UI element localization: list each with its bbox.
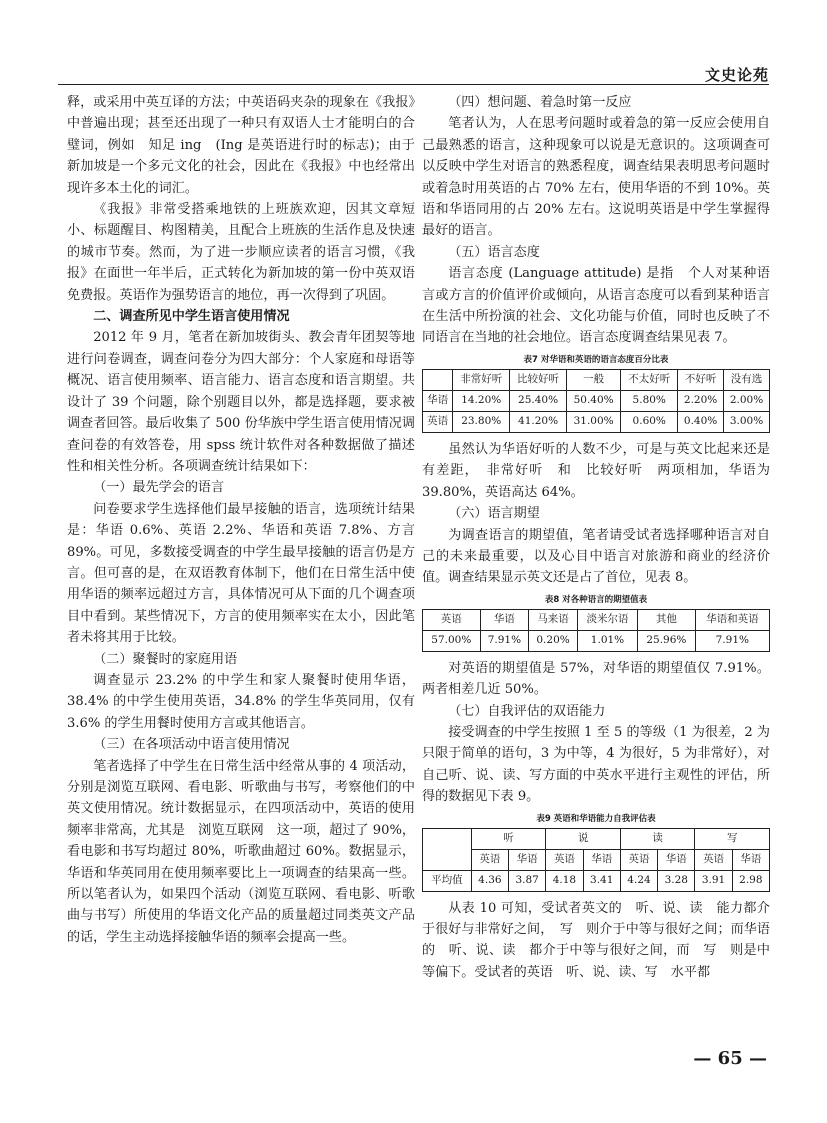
table-row — [423, 390, 770, 411]
table-cell: 31.00% — [566, 411, 620, 432]
table-cell: 7.91% — [695, 630, 769, 651]
table-8 — [422, 609, 770, 652]
paragraph: 虽然认为华语好听的人数不少，可是与英文比起来还是有差距， 非常好听 和 比较好听 两项相加，华语为 39.80%，英语高达 64%。 — [422, 441, 770, 500]
table-cell: 57.00% — [423, 630, 481, 651]
table-cell: 4.24 — [620, 870, 657, 891]
table-cell: 平均值 — [423, 870, 472, 891]
table-cell — [423, 828, 472, 870]
paragraph: 释，或采用中英互译的方法；中英语码夹杂的现象在《我报》中普遍出现；甚至还出现了一种只有双语人士才能明白的合璧词，例如 知足 ing (Ing 是英语进行时的标志)；由于新加坡是一个多元文化的社会，因此在《我报》中也经常出现许多本土化的词汇。 — [67, 95, 415, 196]
table-cell: 华语 — [509, 849, 546, 870]
table-cell: 3.87 — [509, 870, 546, 891]
table-cell: 4.36 — [471, 870, 508, 891]
table-cell: 非常好听 — [453, 369, 510, 390]
page-header — [0, 0, 827, 88]
table-cell: 没有选 — [724, 369, 770, 390]
paragraph: 问卷要求学生选择他们最早接触的语言，选项统计结果是：华语 0.6%、英语 2.2%、华语和英语 7.8%、方言 89%。可见，多数接受调查的中学生最早接触的语言仍是方言。但可喜的是，在双语教育体制下，他们在日常生活中使用华语的频率远超过方言，具体情况可从下面的几个调查项目中看到。某些情况下，方言的使用频率实在太小，因此笔者未将其用于比较。 — [67, 501, 415, 646]
table-9 — [422, 828, 770, 892]
table-cell: 淡米尔语 — [577, 609, 637, 630]
table-cell: 41.20% — [510, 411, 567, 432]
table-cell: 一般 — [566, 369, 620, 390]
table-cell: 华语 — [732, 849, 769, 870]
table-cell: 4.18 — [546, 870, 583, 891]
subsection-heading: （三）在各项活动中语言使用情况 — [93, 737, 290, 753]
paragraph: 笔者选择了中学生在日常生活中经常从事的 4 项活动，分别是浏览互联网、看电影、听歌曲与书写，考察他们的中英文使用情况。统计数据显示，在四项活动中，英语的使用频率非常高，尤其是 浏览互联网 这一项，超过了 90%，看电影和书写均超过 80%，听歌曲超过 60%。数据显示，华语和华英同用在使用频率要比上一项调查的结果高一些。所以笔者认为，如果四个活动（浏览互联网、看电影、听歌曲与书写）所使用的华语文化产品的质量超过同类英文产品的话，学生主动选择接触华语的频率会提高一些。 — [67, 758, 415, 945]
table-cell: 华语 — [583, 849, 620, 870]
table-cell: 5.80% — [621, 390, 678, 411]
table-7 — [422, 369, 770, 433]
table-cell — [423, 369, 453, 390]
subsection-heading: （一）最先学会的语言 — [93, 480, 225, 496]
table-cell: 读 — [620, 828, 695, 849]
table-cell: 华语 — [480, 609, 529, 630]
paragraph: 调查显示 23.2% 的中学生和家人聚餐时使用华语，38.4% 的中学生使用英语，34.8% 的学生华英同用，仅有 3.6% 的学生用餐时使用方言或其他语言。 — [67, 672, 415, 731]
table-cell: 1.01% — [577, 630, 637, 651]
table-cell: 不太好听 — [621, 369, 678, 390]
paragraph: 《我报》非常受搭乘地铁的上班族欢迎，因其文章短小、标题醒目、构图精美，且配合上班族的生活作息及快速的城市节奏。然而，为了进一步顺应读者的语言习惯，《我报》在面世一年半后，正式转化为新加坡的第一份中英双语免费报。英语作为强势语言的地位，再一次得到了巩固。 — [67, 202, 415, 303]
subsection-heading: （六）语言期望 — [448, 506, 540, 522]
table-cell: 比较好听 — [510, 369, 567, 390]
table-cell: 2.20% — [678, 390, 724, 411]
table-cell: 3.00% — [724, 411, 770, 432]
paragraph: 2012 年 9 月，笔者在新加坡街头、教会青年团契等地进行问卷调查，调查问卷分为四大部分：个人家庭和母语等概况、语言使用频率、语言能力、语言态度和语言期望。共设计了 39 个问题，除个别题目以外，都是选择题，要求被调查者回答。最后收集了 500 份华族中学生语言使用情况调查问卷的有效答卷，用 spss 统计软件对各种数据做了描述性和相关性分析。各项调查统计结果如下： — [67, 330, 415, 474]
table-header-row — [423, 609, 770, 630]
table-row — [423, 630, 770, 651]
table-cell: 7.91% — [480, 630, 529, 651]
table-cell: 听 — [471, 828, 546, 849]
table-cell: 25.40% — [510, 390, 567, 411]
paragraph: 从表 10 可知，受试者英文的 听、说、读 能力都介于很好与非常好之间， 写 则介于中等与很好之间；而华语的 听、说、读 都介于中等与很好之间，而 写 则是中等偏下。受试者的英语 听、说、读、写 水平都 — [422, 900, 770, 980]
right-column — [422, 92, 770, 983]
table-cell: 英语 — [620, 849, 657, 870]
table-cell: 华语 — [423, 390, 453, 411]
table-cell: 14.20% — [453, 390, 510, 411]
table-cell: 马来语 — [529, 609, 578, 630]
table-cell: 不好听 — [678, 369, 724, 390]
table-cell: 英语 — [423, 411, 453, 432]
table-cell: 50.40% — [566, 390, 620, 411]
table-header-row — [423, 849, 770, 870]
table-7-caption: 表7 对华语和英语的语言态度百分比表 — [523, 354, 669, 365]
table-row — [423, 870, 770, 891]
header-rule — [58, 84, 769, 85]
paragraph: 为调查语言的期望值，笔者请受试者选择哪种语言对自己的未来最重要，以及心目中语言对旅游和商业的经济价值。调查结果显示英文还是占了首位，见表 8。 — [422, 527, 770, 586]
paragraph: 对英语的期望值是 57%，对华语的期望值仅 7.91%。两者相差几近 50%。 — [422, 660, 770, 698]
table-cell: 英语 — [423, 609, 481, 630]
table-cell: 0.20% — [529, 630, 578, 651]
table-cell: 华语和英语 — [695, 609, 769, 630]
table-cell: 英语 — [471, 849, 508, 870]
table-cell: 3.28 — [658, 870, 695, 891]
table-cell: 3.91 — [695, 870, 732, 891]
subsection-heading: （七）自我评估的双语能力 — [448, 703, 606, 719]
subsection-heading: （二）聚餐时的家庭用语 — [93, 651, 238, 667]
subsection-heading: （五）语言态度 — [448, 244, 540, 260]
table-9-caption: 表9 英语和华语能力自我评估表 — [536, 813, 656, 824]
table-cell: 写 — [695, 828, 770, 849]
table-header-row — [423, 369, 770, 390]
table-header-row — [423, 828, 770, 849]
table-cell: 3.41 — [583, 870, 620, 891]
table-cell: 2.98 — [732, 870, 769, 891]
table-cell: 0.40% — [678, 411, 724, 432]
left-column — [67, 92, 415, 948]
table-cell: 2.00% — [724, 390, 770, 411]
section-title: 文史论苑 — [704, 66, 769, 84]
paragraph: 接受调查的中学生按照 1 至 5 的等级（1 为很差，2 为只限于简单的语句，3 为中等，4 为很好，5 为非常好），对自己听、说、读、写方面的中英水平进行主观性的评估，所得的数据见下表 9。 — [422, 724, 770, 805]
page-number: — 65 — — [693, 1048, 767, 1069]
table-row — [423, 411, 770, 432]
paragraph: 笔者认为，人在思考问题时或着急的第一反应会使用自己最熟悉的语言，这种现象可以说是无意识的。这项调查可以反映中学生对语言的熟悉程度，调查结果表明思考问题时或着急时用英语的占 70% 左右，使用华语的不到 10%。英语和华语同用的占 20% 左右。这说明英语是中学生掌握得最好的语言。 — [422, 116, 770, 239]
table-cell: 25.96% — [638, 630, 696, 651]
section-heading: 二、调查所见中学生语言使用情况 — [93, 309, 290, 325]
paragraph: 语言态度 (Language attitude) 是指 个人对某种语言或方言的价值评价或倾向，从语言态度可以看到某种语言在生活中所扮演的社会、文化功能与价值，同时也反映了不同语言在当地的社会地位。语言态度调查结果见表 7。 — [422, 266, 770, 346]
table-cell: 华语 — [658, 849, 695, 870]
table-cell: 其他 — [638, 609, 696, 630]
table-cell: 英语 — [695, 849, 732, 870]
table-8-caption: 表8 对各种语言的期望值表 — [544, 594, 648, 605]
subsection-heading: （四）想问题、着急时第一反应 — [448, 95, 632, 110]
table-cell: 说 — [546, 828, 621, 849]
table-cell: 英语 — [546, 849, 583, 870]
table-cell: 0.60% — [621, 411, 678, 432]
table-cell: 23.80% — [453, 411, 510, 432]
